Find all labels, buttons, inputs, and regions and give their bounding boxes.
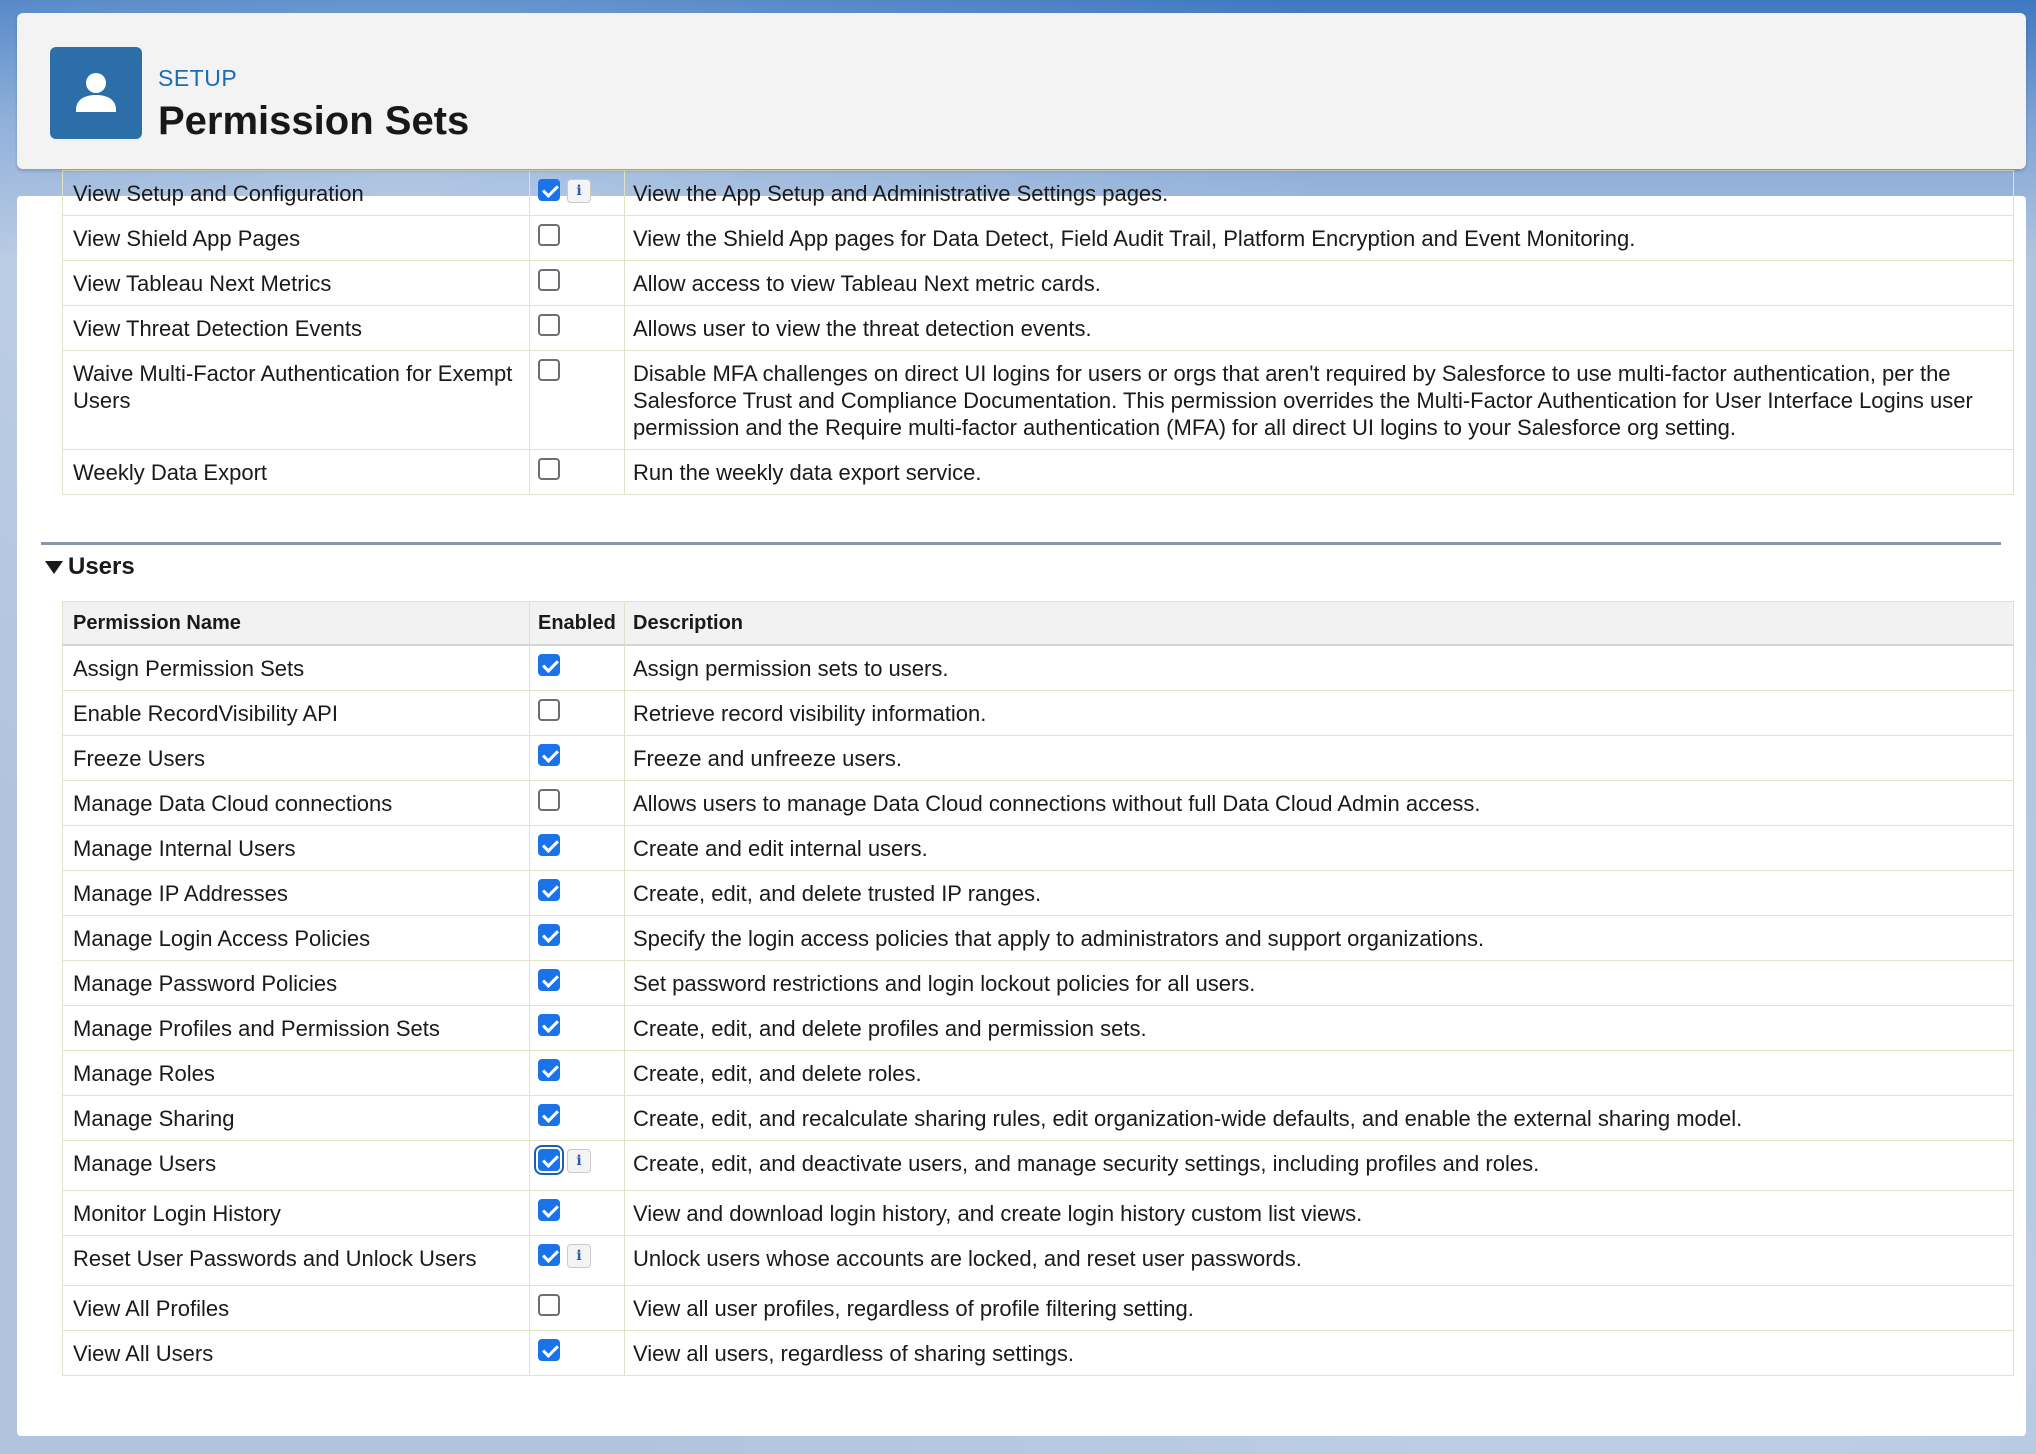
breadcrumb[interactable]: SETUP [158, 65, 238, 91]
table-row [63, 735, 2014, 780]
table-row [63, 306, 2014, 351]
column-header-description: Description [625, 602, 2014, 646]
permission-name: View All Profiles [63, 1285, 530, 1330]
section-title: Users [68, 553, 135, 580]
enabled-checkbox[interactable] [538, 1014, 560, 1036]
table-row [63, 825, 2014, 870]
permission-name: Manage Profiles and Permission Sets [63, 1005, 530, 1050]
permission-name: Freeze Users [63, 735, 530, 780]
permission-description: Allows users to manage Data Cloud connections without full Data Cloud Admin access. [625, 780, 2014, 825]
enabled-cell [530, 1095, 625, 1140]
info-icon[interactable]: i [567, 1149, 591, 1173]
table-row [63, 261, 2014, 306]
collapse-triangle-icon[interactable] [45, 561, 63, 574]
enabled-checkbox[interactable] [538, 924, 560, 946]
table-row [63, 1235, 2014, 1285]
enabled-cell [530, 690, 625, 735]
permission-name: View Shield App Pages [63, 216, 530, 261]
enabled-cell [530, 1005, 625, 1050]
permission-description: Allows user to view the threat detection events. [625, 306, 2014, 351]
permission-description: Allow access to view Tableau Next metric cards. [625, 261, 2014, 306]
table-row [63, 450, 2014, 495]
enabled-checkbox[interactable] [538, 789, 560, 811]
permission-name: Manage Login Access Policies [63, 915, 530, 960]
info-icon[interactable]: i [567, 1244, 591, 1268]
permission-description: Create, edit, and delete roles. [625, 1050, 2014, 1095]
enabled-checkbox[interactable] [538, 314, 560, 336]
enabled-checkbox[interactable] [538, 224, 560, 246]
enabled-checkbox[interactable] [538, 1104, 560, 1126]
permission-description: View all users, regardless of sharing settings. [625, 1330, 2014, 1375]
enabled-checkbox[interactable] [538, 1149, 560, 1171]
table-row [63, 351, 2014, 450]
permission-name: Enable RecordVisibility API [63, 690, 530, 735]
enabled-checkbox[interactable] [538, 969, 560, 991]
permission-name: View Threat Detection Events [63, 306, 530, 351]
table-row [63, 915, 2014, 960]
permission-description: View the App Setup and Administrative Settings pages. [625, 171, 2014, 216]
permission-name: View Tableau Next Metrics [63, 261, 530, 306]
permission-name: View All Users [63, 1330, 530, 1375]
permission-description: View and download login history, and create login history custom list views. [625, 1190, 2014, 1235]
permission-name: Weekly Data Export [63, 450, 530, 495]
enabled-checkbox[interactable] [538, 458, 560, 480]
permission-name: Manage Data Cloud connections [63, 780, 530, 825]
enabled-cell [530, 870, 625, 915]
permission-name: Assign Permission Sets [63, 645, 530, 690]
column-header-permission-name: Permission Name [63, 602, 530, 646]
table-row [63, 960, 2014, 1005]
table-row [63, 1005, 2014, 1050]
table-header-row [63, 602, 2014, 646]
previous-permissions-table [62, 170, 2014, 495]
table-row [63, 216, 2014, 261]
users-permissions-table [62, 601, 2014, 1376]
permission-description: Run the weekly data export service. [625, 450, 2014, 495]
enabled-cell [530, 450, 625, 495]
enabled-cell [530, 1235, 625, 1285]
permission-description: Unlock users whose accounts are locked, and reset user passwords. [625, 1235, 2014, 1285]
enabled-checkbox[interactable] [538, 699, 560, 721]
enabled-checkbox[interactable] [538, 269, 560, 291]
permission-name: Manage Users [63, 1140, 530, 1190]
permission-description: Disable MFA challenges on direct UI logins for users or orgs that aren't required by Salesforce to use multi-factor authentication, per the Salesforce Trust and Compliance Documentation. This permission overrides the Multi-Factor Authentication for User Interface Logins user permission and the Require multi-factor authentication (MFA) for all direct UI logins to your Salesforce org setting. [625, 351, 2014, 450]
info-icon[interactable]: i [567, 179, 591, 203]
table-row [63, 1285, 2014, 1330]
enabled-checkbox[interactable] [538, 1059, 560, 1081]
enabled-checkbox[interactable] [538, 654, 560, 676]
permission-name: View Setup and Configuration [63, 171, 530, 216]
table-row [63, 1140, 2014, 1190]
enabled-checkbox[interactable] [538, 1199, 560, 1221]
table-row [63, 171, 2014, 216]
enabled-checkbox[interactable] [538, 744, 560, 766]
permission-description: Specify the login access policies that apply to administrators and support organizations. [625, 915, 2014, 960]
permission-description: Freeze and unfreeze users. [625, 735, 2014, 780]
permission-description: Set password restrictions and login lockout policies for all users. [625, 960, 2014, 1005]
permission-description: Create, edit, and delete profiles and permission sets. [625, 1005, 2014, 1050]
enabled-checkbox[interactable] [538, 359, 560, 381]
permission-name: Manage Roles [63, 1050, 530, 1095]
permission-description: Create, edit, and recalculate sharing rules, edit organization-wide defaults, and enable the external sharing model. [625, 1095, 2014, 1140]
table-row [63, 1095, 2014, 1140]
enabled-cell [530, 306, 625, 351]
permission-name: Monitor Login History [63, 1190, 530, 1235]
enabled-cell [530, 1285, 625, 1330]
permission-name: Manage IP Addresses [63, 870, 530, 915]
enabled-cell [530, 351, 625, 450]
table-row [63, 1330, 2014, 1375]
user-icon [50, 47, 142, 139]
table-row [63, 870, 2014, 915]
column-header-enabled: Enabled [530, 602, 625, 646]
permission-name: Manage Internal Users [63, 825, 530, 870]
page-title: Permission Sets [158, 99, 470, 143]
permission-name: Manage Sharing [63, 1095, 530, 1140]
page-header [17, 13, 2026, 169]
enabled-checkbox[interactable] [538, 879, 560, 901]
table-row [63, 645, 2014, 690]
permission-description: Create, edit, and deactivate users, and manage security settings, including profiles and roles. [625, 1140, 2014, 1190]
permission-name: Manage Password Policies [63, 960, 530, 1005]
permission-description: View all user profiles, regardless of profile filtering setting. [625, 1285, 2014, 1330]
enabled-cell [530, 1330, 625, 1375]
enabled-cell [530, 261, 625, 306]
enabled-cell [530, 1050, 625, 1095]
permission-set-detail [17, 181, 2026, 1436]
permission-name: Waive Multi-Factor Authentication for Exempt Users [63, 351, 530, 450]
enabled-cell [530, 1140, 625, 1190]
enabled-cell [530, 915, 625, 960]
table-row [63, 690, 2014, 735]
permission-description: View the Shield App pages for Data Detect, Field Audit Trail, Platform Encryption and Event Monitoring. [625, 216, 2014, 261]
enabled-checkbox[interactable] [538, 1339, 560, 1361]
permission-description: Create, edit, and delete trusted IP ranges. [625, 870, 2014, 915]
permission-description: Assign permission sets to users. [625, 645, 2014, 690]
enabled-cell [530, 171, 625, 216]
table-row [63, 1050, 2014, 1095]
enabled-checkbox[interactable] [538, 1244, 560, 1266]
enabled-cell [530, 645, 625, 690]
permission-description: Create and edit internal users. [625, 825, 2014, 870]
enabled-checkbox[interactable] [538, 1294, 560, 1316]
table-row [63, 780, 2014, 825]
permission-name: Reset User Passwords and Unlock Users [63, 1235, 530, 1285]
enabled-cell [530, 216, 625, 261]
table-row [63, 1190, 2014, 1235]
enabled-cell [530, 735, 625, 780]
permission-description: Retrieve record visibility information. [625, 690, 2014, 735]
enabled-checkbox[interactable] [538, 834, 560, 856]
enabled-cell [530, 960, 625, 1005]
enabled-cell [530, 825, 625, 870]
enabled-cell [530, 780, 625, 825]
users-section-header[interactable] [41, 542, 2001, 580]
enabled-cell [530, 1190, 625, 1235]
enabled-checkbox[interactable] [538, 179, 560, 201]
